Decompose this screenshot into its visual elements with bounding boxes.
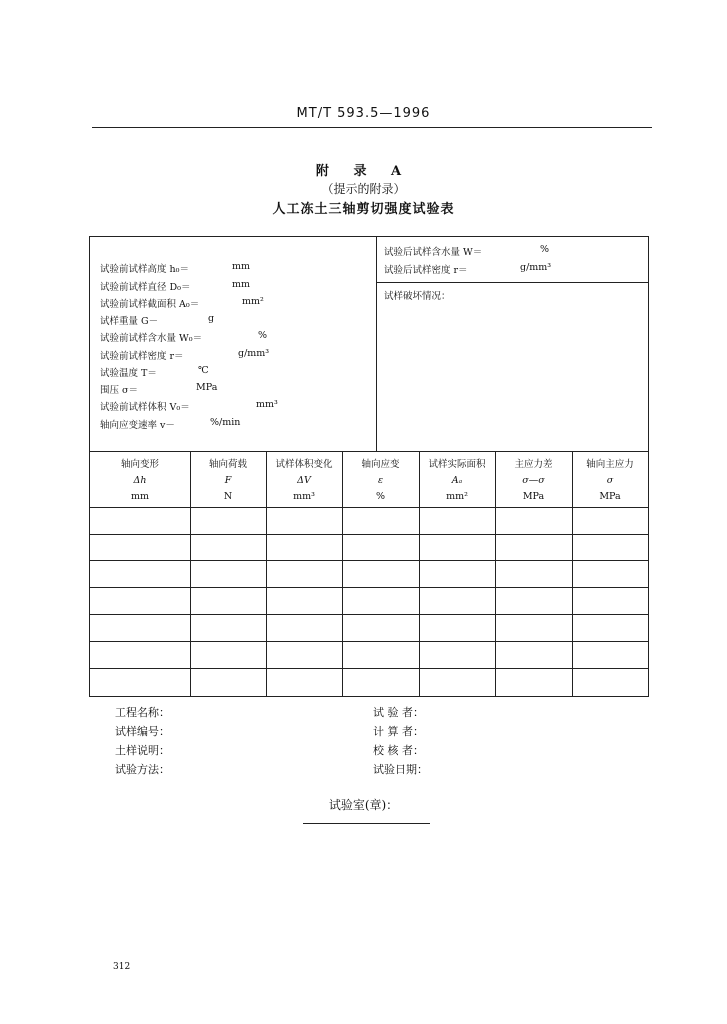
lab-stamp-rule <box>303 823 430 824</box>
pre-test-field: 试验前试样密度 r＝ g/mm³ <box>100 348 270 362</box>
row-divider <box>90 668 648 669</box>
pre-test-field: 围压 σ＝ MPa <box>100 382 218 396</box>
table-title: 人工冻土三轴剪切强度试验表 <box>272 202 455 217</box>
pre-test-field: 试验前试样直径 D₀＝ mm <box>100 279 251 293</box>
signoff-calculator: 计 算 者： <box>373 725 424 738</box>
standard-code: MT/T 593.5—1996 <box>296 106 431 121</box>
post-test-field: 试验后试样密度 r＝ g/mm³ <box>384 262 552 276</box>
pre-test-field: 试验前试样体积 V₀＝ mm³ <box>100 399 278 413</box>
signoff-checker: 校 核 者： <box>373 744 424 757</box>
upper-divider <box>376 237 377 451</box>
column-header: 轴向荷载 F N <box>208 459 247 502</box>
signoff-tester: 试 验 者： <box>373 706 424 719</box>
signoff-sample-no: 试样编号： <box>115 725 170 738</box>
row-divider <box>90 507 648 508</box>
pre-test-field: 试验温度 T＝ ℃ <box>100 365 209 379</box>
signoff-soil-description: 土样说明： <box>115 744 170 757</box>
column-header: 轴向变形 Δh mm <box>120 459 159 502</box>
row-divider <box>90 641 648 642</box>
row-divider <box>90 587 648 588</box>
test-record-table <box>89 236 649 697</box>
post-test-field: 试验后试样含水量 W＝ % <box>384 244 550 258</box>
row-divider <box>90 614 648 615</box>
header-rule <box>92 127 652 128</box>
column-header: 轴向应变 ε % <box>361 459 400 502</box>
signoff-test-method: 试验方法： <box>115 763 170 776</box>
column-header: 轴向主应力 σ MPa <box>586 459 634 502</box>
column-header: 试样实际面积 Aₐ mm² <box>428 459 486 502</box>
pre-test-field: 试验前试样含水量 W₀＝ % <box>100 330 268 344</box>
pre-test-field: 试样重量 G－ g <box>100 313 215 327</box>
pre-test-field: 试验前试样截面积 A₀＝ mm² <box>100 296 264 310</box>
lab-stamp-label: 试验室(章)： <box>328 798 399 812</box>
appendix-note: （提示的附录） <box>321 182 406 196</box>
section-divider <box>90 451 648 452</box>
appendix-title: 附 录 A <box>315 164 412 179</box>
column-header: 试样体积变化 ΔV mm³ <box>275 459 333 502</box>
failure-description-label: 试样破坏情况： <box>384 291 451 302</box>
post-test-divider <box>376 282 648 283</box>
row-divider <box>90 560 648 561</box>
signoff-test-date: 试验日期： <box>373 763 428 776</box>
page-number: 312 <box>113 962 131 972</box>
row-divider <box>90 534 648 535</box>
signoff-project-name: 工程名称： <box>115 706 170 719</box>
column-header: 主应力差 σ—σ MPa <box>514 459 553 502</box>
pre-test-field: 试验前试样高度 h₀＝ mm <box>100 261 251 275</box>
pre-test-field: 轴向应变速率 v－ %/min <box>100 417 241 431</box>
